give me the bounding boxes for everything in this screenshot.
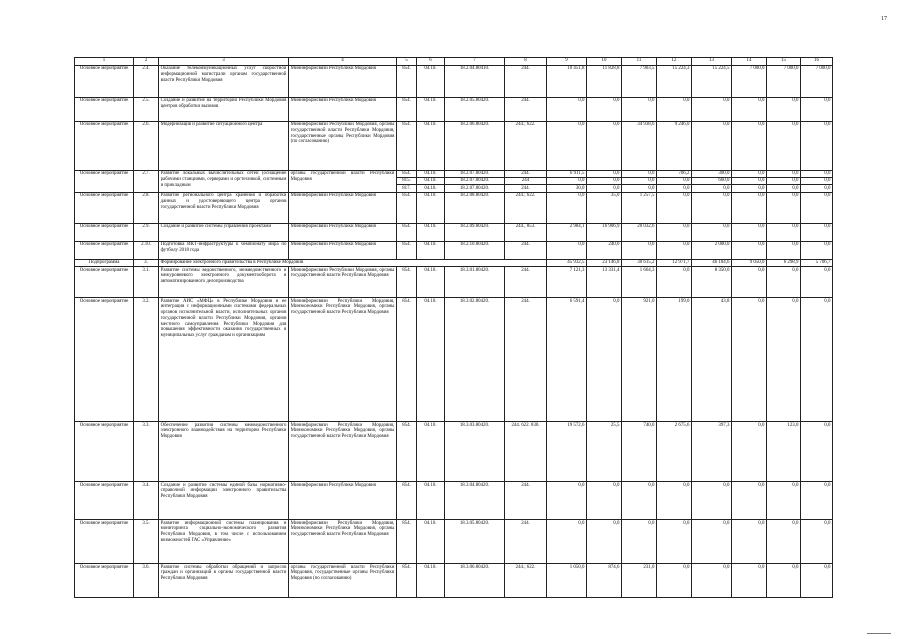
row-type: Основное мероприятие [75, 564, 134, 598]
cell-value: 9 246,0 [657, 121, 692, 170]
row-type: Основное мероприятие [75, 170, 134, 192]
cell-value: 10 451,8 [547, 65, 587, 97]
cell-value: 0,0 [732, 520, 767, 564]
cell-value: 0,0 [767, 192, 801, 223]
header-cell: 4 [289, 58, 397, 66]
header-cell: 16 [801, 58, 833, 66]
cell-value: 0,0 [732, 241, 767, 259]
cell-value: 0,0 [587, 298, 622, 422]
header-cell: 13 [692, 58, 732, 66]
cell-value: 0,0 [587, 520, 622, 564]
cell-value: 19 572,6 [547, 422, 587, 482]
cell-value: 0,0 [801, 97, 833, 121]
cell-value: 0,0 [732, 170, 767, 177]
cell-value: 30 615,2 [622, 259, 657, 266]
cell-value: 0,0 [732, 422, 767, 482]
cell-value: 0,0 [657, 241, 692, 259]
cell-value: 9 050,0 [732, 259, 767, 266]
row-type: Основное мероприятие [75, 192, 134, 223]
cell-value: 0,0 [622, 170, 657, 177]
cell-value: 0,0 [767, 482, 801, 520]
subprogram-row [75, 259, 833, 266]
cell-grbs: 854. [397, 97, 417, 121]
cell-value: 740,0 [622, 422, 657, 482]
row-executor: Мининформсвязи Республики Мордовия, органы государственной власти Республики Мордовия, государственные органы Республики Мордовия (по согласованию) [289, 121, 397, 170]
row-type: Основное мероприятие [75, 298, 134, 422]
cell-rzpr: 04.10. [417, 97, 445, 121]
table-row [75, 223, 833, 241]
row-executor: Мининформсвязи Республики Мордовия [289, 65, 397, 97]
cell-value: 0,0 [767, 170, 801, 177]
cell-value: 0,0 [657, 520, 692, 564]
row-number: 3.3. [134, 422, 159, 482]
row-number: 2.4. [134, 65, 159, 97]
row-name: Создание и развитие на территории Республики Мордовия центров обработки вызовов [159, 97, 289, 121]
cell-value: 0,0 [767, 241, 801, 259]
cell-value: 7 000,0 [801, 65, 833, 97]
cell-value: 0,0 [657, 564, 692, 598]
cell-value: 0,0 [622, 97, 657, 121]
page-number: 17 [881, 16, 887, 22]
cell-value: 20 032,6 [622, 223, 657, 241]
cell-value: 0,0 [732, 192, 767, 223]
cell-value: 0,0 [622, 482, 657, 520]
row-executor: Мининформсвязи Республики Мордовия [289, 97, 397, 121]
cell-value: 6 298,9 [767, 259, 801, 266]
cell-grbs: 817. [397, 185, 417, 192]
row-number: 2.9. [134, 223, 159, 241]
cell-rzpr: 04.10. [417, 177, 445, 184]
cell-value: 660,0 [692, 177, 732, 184]
cell-grbs: 854. [397, 520, 417, 564]
table-row [75, 267, 833, 298]
cell-value: 0,0 [801, 223, 833, 241]
row-executor: органы государственной власти Республики Мордовия, государственные органы Республики Мордовия (по согласованию) [289, 564, 397, 598]
header-cell: 6 [417, 58, 445, 66]
header-cell: 1 [75, 58, 134, 66]
cell-value: 0,0 [767, 223, 801, 241]
cell-value: 0,0 [692, 223, 732, 241]
cell-value: 0,0 [587, 185, 622, 192]
cell-value: 397,3 [692, 422, 732, 482]
cell-csr: 18.3.06.80420. [445, 564, 505, 598]
header-cell: 14 [732, 58, 767, 66]
row-name: Создание и развитие системы единой базы нормативно-справочной информации электронного правительства Республики Мордовия [159, 482, 289, 520]
cell-rzpr: 04.10. [417, 564, 445, 598]
cell-value: 874,6 [587, 564, 622, 598]
row-number: 2.8. [134, 192, 159, 223]
cell-value: 1 050,0 [547, 564, 587, 598]
table-row [75, 121, 833, 170]
cell-vr: 244. [505, 267, 547, 298]
cell-value: 0,0 [801, 298, 833, 422]
cell-value: 0,0 [692, 520, 732, 564]
cell-value: 12 971,7 [657, 259, 692, 266]
cell-csr: 18.2.04.80410. [445, 65, 505, 97]
cell-value: 0,0 [657, 267, 692, 298]
row-executor: Мининформсвязи Республики Мордовия [289, 241, 397, 259]
cell-grbs: 854. [397, 267, 417, 298]
cell-value: 5 706,7 [801, 259, 833, 266]
cell-csr: 18.2.07.80420. [445, 185, 505, 192]
cell-rzpr: 04.10. [417, 482, 445, 520]
row-name: Обеспечение развития системы межведомственного электронного взаимодействия на территории Республики Мордовия [159, 422, 289, 482]
cell-vr: 244. 622. 830. [505, 422, 547, 482]
cell-rzpr: 04.10. [417, 241, 445, 259]
header-row [75, 58, 833, 66]
row-executor: органы государственной власти Республики Мордовия [289, 170, 397, 192]
table-row [75, 241, 833, 259]
cell-grbs: 854. [397, 564, 417, 598]
row-type: Основное мероприятие [75, 65, 134, 97]
row-name: Развитие системы обработки обращений и запросов граждан и организаций в органы государственной власти Республики Мордовия [159, 564, 289, 598]
cell-grbs: 815. [397, 177, 417, 184]
header-cell: 2 [134, 58, 159, 66]
cell-rzpr: 04.10. [417, 121, 445, 170]
cell-value: 240,0 [587, 241, 622, 259]
row-executor: Мининформсвязи Республики Мордовия [289, 223, 397, 241]
cell-csr: 18.2.08.80420. [445, 192, 505, 223]
cell-value: 0,0 [657, 177, 692, 184]
cell-value: 0,0 [547, 121, 587, 170]
cell-csr: 18.3.02.80420. [445, 298, 505, 422]
cell-value: 7 903,5 [622, 65, 657, 97]
cell-value: 34 938,6 [622, 121, 657, 170]
cell-value: 0,0 [547, 482, 587, 520]
cell-value: 921,0 [622, 298, 657, 422]
row-name: Модернизация и развитие ситуационного центра [159, 121, 289, 170]
cell-value: 6 591,4 [547, 298, 587, 422]
cell-value: 0,0 [657, 482, 692, 520]
cell-value: 0,0 [622, 241, 657, 259]
cell-value: 46 184,6 [692, 259, 732, 266]
table-row [75, 298, 833, 422]
cell-value: 0,0 [587, 482, 622, 520]
row-name: Развитие АИС «МФЦ» в Республике Мордовия и ее интеграция с информационными системами федеральных органов исполнительной власти, исполнительных органов государственной власти Республики Мордовия, органов местного самоуправления Республики Мордовия для повышения эффективности оказания государственных и муниципальных услуг гражданам и организациям [159, 298, 289, 422]
row-number: 2.6. [134, 121, 159, 170]
cell-value: 1 664,3 [622, 267, 657, 298]
cell-csr: 18.3.03.80420. [445, 422, 505, 482]
row-executor: Мининформсвязи Республики Мордовия, Минэкономики Республики Мордовия, органы государственной власти Республики Мордовия [289, 520, 397, 564]
row-name: Развитие системы ведомственного, межведомственного и межуровневого электронного документооборота и автоматизированного делопроизводства [159, 267, 289, 298]
cell-value: 0,0 [622, 177, 657, 184]
cell-value: 0,0 [547, 192, 587, 223]
cell-vr: 244. [505, 65, 547, 97]
cell-csr: 18.3.04.80420. [445, 482, 505, 520]
cell-value: 0,0 [732, 97, 767, 121]
cell-value: 0,0 [801, 564, 833, 598]
cell-value: 0,0 [622, 520, 657, 564]
cell-value: 0,0 [801, 267, 833, 298]
row-name: Развитие локальных вычислительных сетей (оснащение рабочими станциями, серверами и оргтехникой, системным и прикладным [159, 170, 289, 192]
cell-value: 13 331,4 [587, 267, 622, 298]
cell-value: 0,0 [801, 170, 833, 177]
cell-value: 30,0 [547, 185, 587, 192]
cell-value: 6 911,5 [547, 170, 587, 177]
cell-grbs: 854. [397, 422, 417, 482]
budget-table [74, 57, 833, 598]
cell-value: 0,0 [692, 482, 732, 520]
cell-csr: 18.2.06.80420. [445, 121, 505, 170]
cell-value: 0,0 [547, 97, 587, 121]
cell-value: 0,0 [732, 223, 767, 241]
row-type: Основное мероприятие [75, 520, 134, 564]
row-type: Подпрограмма [75, 259, 134, 266]
cell-vr: 244.; 622. [505, 192, 547, 223]
cell-value: 0,0 [692, 97, 732, 121]
cell-value: 0,0 [732, 121, 767, 170]
cell-rzpr: 04.10. [417, 192, 445, 223]
row-number: 3.6. [134, 564, 159, 598]
cell-value: 0,0 [767, 177, 801, 184]
cell-value: 25,5 [587, 422, 622, 482]
cell-value: 0,0 [587, 177, 622, 184]
row-executor: Мининформсвязи Республики Мордовия, Минэкономики Республики Мордовия, органы государственной власти Республики Мордовия [289, 422, 397, 482]
cell-value: 0,0 [767, 298, 801, 422]
table-row [75, 192, 833, 223]
table-row [75, 97, 833, 121]
cell-value: 0,0 [587, 170, 622, 177]
cell-value: 23 146,8 [587, 259, 622, 266]
cell-value: 1 257,5 [622, 192, 657, 223]
cell-value: 16 906,9 [587, 223, 622, 241]
scan-mark-line [867, 633, 891, 634]
header-cell: 8 [505, 58, 547, 66]
cell-vr: 244. [505, 170, 547, 177]
cell-value: 0,0 [801, 482, 833, 520]
header-cell: 5 [397, 58, 417, 66]
cell-value: 0,0 [801, 192, 833, 223]
cell-value: 199,0 [657, 298, 692, 422]
cell-rzpr: 04.10. [417, 170, 445, 177]
cell-value: 0,0 [767, 520, 801, 564]
cell-grbs: 854. [397, 241, 417, 259]
cell-csr: 18.2.07.80420. [445, 170, 505, 177]
cell-rzpr: 04.10. [417, 185, 445, 192]
cell-rzpr: 04.10. [417, 298, 445, 422]
row-number: 3.5. [134, 520, 159, 564]
cell-rzpr: 04.10. [417, 65, 445, 97]
header-cell: 9 [547, 58, 587, 66]
cell-vr: 244. [505, 520, 547, 564]
row-number: 2.5. [134, 97, 159, 121]
row-number: 3. [134, 259, 159, 266]
cell-value: 231,0 [622, 564, 657, 598]
row-type: Основное мероприятие [75, 241, 134, 259]
table-row [75, 520, 833, 564]
cell-csr: 18.3.01.80420. [445, 267, 505, 298]
row-name: Подготовка ИКТ-инфраструктуры к чемпионату мира по футболу 2018 года [159, 241, 289, 259]
cell-value: 0,0 [801, 121, 833, 170]
row-number: 3.1. [134, 267, 159, 298]
header-cell: 10 [587, 58, 622, 66]
cell-vr: 244. [505, 482, 547, 520]
cell-grbs: 854. [397, 223, 417, 241]
cell-vr: 244 [505, 177, 547, 184]
cell-value: 0,0 [657, 223, 692, 241]
cell-value: 0,0 [657, 97, 692, 121]
cell-grbs: 854. [397, 192, 417, 223]
cell-value: 0,0 [547, 241, 587, 259]
cell-vr: 244. [505, 97, 547, 121]
row-number: 3.4. [134, 482, 159, 520]
row-type: Основное мероприятие [75, 267, 134, 298]
cell-grbs: 854. [397, 121, 417, 170]
cell-value: 0,0 [692, 185, 732, 192]
cell-vr: 244.; 622. [505, 564, 547, 598]
row-executor: Мининформсвязи Республики Мордовия [289, 482, 397, 520]
row-number: 2.7. [134, 170, 159, 192]
cell-value: 45 932,5 [547, 259, 587, 266]
cell-value: 35,0 [587, 192, 622, 223]
cell-value: 11 828,8 [587, 65, 622, 97]
cell-csr: 18.2.07.80420. [445, 177, 505, 184]
cell-rzpr: 04.10. [417, 267, 445, 298]
subprogram-title: Формирование электронного правительства в Республике Мордовия [159, 259, 547, 266]
row-type: Основное мероприятие [75, 482, 134, 520]
cell-value: 43,8 [692, 298, 732, 422]
cell-value: 0,0 [732, 298, 767, 422]
cell-grbs: 854. [397, 65, 417, 97]
table-row [75, 65, 833, 97]
row-name: Развитие информационной системы планирования и мониторинга социально-экономического развития Республики Мордовия, в том числе с использованием возможностей ГАС «Управление» [159, 520, 289, 564]
cell-value: 123,0 [767, 422, 801, 482]
cell-value: 0,0 [732, 185, 767, 192]
table-row [75, 482, 833, 520]
cell-value: 2 000,0 [692, 241, 732, 259]
cell-value: 300,0 [692, 170, 732, 177]
cell-value: 0,0 [801, 241, 833, 259]
cell-value: 2 675,6 [657, 422, 692, 482]
cell-vr: 244.; 622. [505, 121, 547, 170]
cell-value: 0,0 [692, 192, 732, 223]
cell-value: 0,0 [622, 185, 657, 192]
cell-value: 0,0 [767, 97, 801, 121]
cell-value: 0,0 [692, 121, 732, 170]
row-type: Основное мероприятие [75, 97, 134, 121]
cell-value: 0,0 [657, 192, 692, 223]
cell-value: 0,0 [801, 177, 833, 184]
row-type: Основное мероприятие [75, 121, 134, 170]
header-cell: 15 [767, 58, 801, 66]
cell-value: 0,0 [732, 177, 767, 184]
cell-vr: 244., 853. [505, 223, 547, 241]
cell-value: 7 000,0 [767, 65, 801, 97]
cell-rzpr: 04.10. [417, 223, 445, 241]
row-name: Развитие регионального центра хранения и обработки данных и удостоверяющего центра органов государственной власти Республики Мордовия [159, 192, 289, 223]
cell-value: 706,2 [657, 170, 692, 177]
cell-value: 0,0 [547, 520, 587, 564]
cell-value: 15 224,5 [692, 65, 732, 97]
cell-grbs: 854. [397, 482, 417, 520]
cell-vr: 244. [505, 241, 547, 259]
cell-vr: 244. [505, 298, 547, 422]
table-row [75, 170, 833, 177]
cell-value: 0,0 [767, 121, 801, 170]
row-name: Создание и развитие системы управления проектами [159, 223, 289, 241]
header-cell: 7 [445, 58, 505, 66]
table-row [75, 564, 833, 598]
table-row [75, 422, 833, 482]
cell-rzpr: 04.10. [417, 520, 445, 564]
cell-value: 0,0 [732, 267, 767, 298]
cell-grbs: 854. [397, 298, 417, 422]
header-cell: 3 [159, 58, 289, 66]
cell-value: 0,0 [692, 564, 732, 598]
row-name: Оказание телекоммуникационных услуг скоростной информационной магистрали органам государственной власти Республики Мордовия [159, 65, 289, 97]
cell-vr: 244. [505, 185, 547, 192]
cell-value: 0,0 [801, 520, 833, 564]
cell-value: 0,0 [767, 564, 801, 598]
cell-value: 0,0 [732, 482, 767, 520]
cell-csr: 18.2.05.80420. [445, 97, 505, 121]
cell-value: 8 350,0 [692, 267, 732, 298]
row-executor: Мининформсвязи Республики Мордовия [289, 192, 397, 223]
cell-value: 0,0 [732, 564, 767, 598]
row-executor: Мининформсвязи Республики Мордовия, Минэкономики Республики Мордовия, органы государственной власти Республики Мордовия [289, 298, 397, 422]
cell-value: 0,0 [801, 185, 833, 192]
cell-value: 15 224,3 [657, 65, 692, 97]
row-executor: Мининформсвязи Республики Мордовия, органы государственной власти Республики Мордовия [289, 267, 397, 298]
cell-value: 0,0 [587, 121, 622, 170]
cell-rzpr: 04.10. [417, 422, 445, 482]
cell-value: 0,0 [657, 185, 692, 192]
cell-value: 0,0 [767, 267, 801, 298]
header-cell: 12 [657, 58, 692, 66]
cell-csr: 18.3.05.80420. [445, 520, 505, 564]
row-type: Основное мероприятие [75, 223, 134, 241]
cell-value: 0,0 [587, 97, 622, 121]
cell-csr: 18.2.10.80420. [445, 241, 505, 259]
header-cell: 11 [622, 58, 657, 66]
row-number: 3.2. [134, 298, 159, 422]
cell-value: 0,0 [801, 422, 833, 482]
cell-value: 0,0 [767, 185, 801, 192]
row-number: 2.10. [134, 241, 159, 259]
cell-grbs: 854. [397, 170, 417, 177]
cell-value: 0,0 [547, 177, 587, 184]
cell-value: 2 984,1 [547, 223, 587, 241]
row-type: Основное мероприятие [75, 422, 134, 482]
cell-csr: 18.2.09.80420. [445, 223, 505, 241]
cell-value: 7 121,3 [547, 267, 587, 298]
cell-value: 7 000,0 [732, 65, 767, 97]
